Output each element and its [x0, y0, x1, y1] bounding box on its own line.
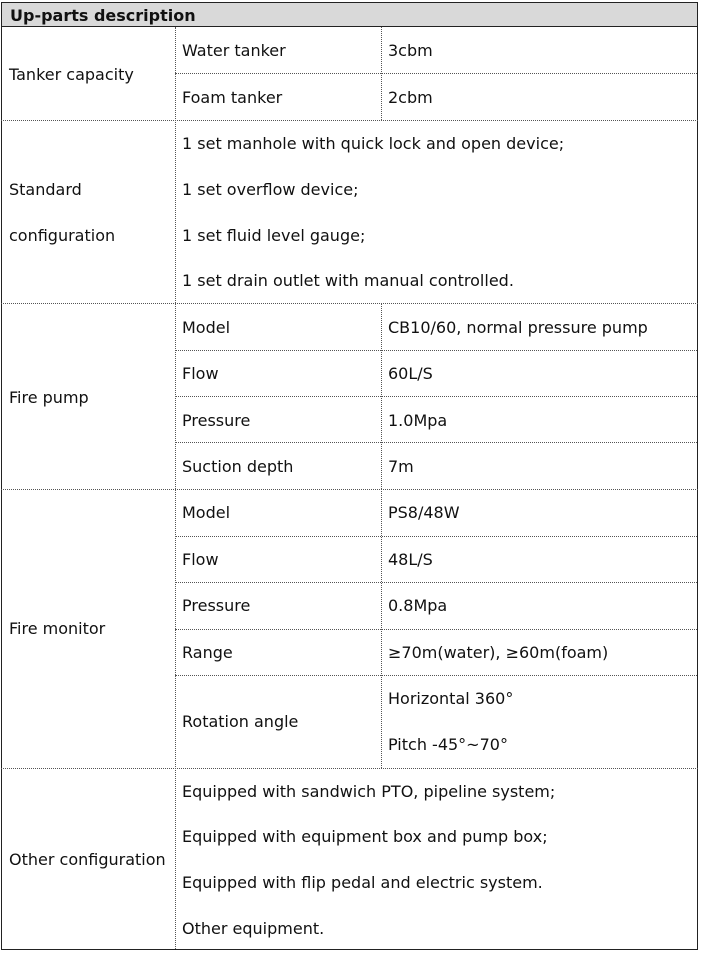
pump-suction-label: Suction depth — [182, 457, 294, 476]
section-divider — [1, 303, 698, 304]
row-divider — [175, 629, 697, 630]
pump-suction-value: 7m — [388, 457, 414, 476]
pump-model-value: CB10/60, normal pressure pump — [388, 318, 648, 337]
other-config-item: Equipped with flip pedal and electric system. — [182, 873, 543, 892]
monitor-rotation-horizontal: Horizontal 360° — [388, 689, 514, 708]
pump-flow-value: 60L/S — [388, 364, 433, 383]
row-divider — [175, 442, 697, 443]
monitor-flow-value: 48L/S — [388, 550, 433, 569]
section-divider — [1, 489, 698, 490]
table-header — [1, 2, 698, 27]
standard-config-item: 1 set manhole with quick lock and open device; — [182, 134, 565, 153]
section-divider — [1, 768, 698, 769]
monitor-model-value: PS8/48W — [388, 503, 460, 522]
standard-config-item: 1 set fluid level gauge; — [182, 226, 366, 245]
water-tanker-label: Water tanker — [182, 41, 286, 60]
monitor-rotation-pitch: Pitch -45°~70° — [388, 735, 508, 754]
monitor-pressure-label: Pressure — [182, 596, 251, 615]
row-divider — [175, 396, 697, 397]
row-divider — [175, 675, 697, 676]
standard-config-label-line2: configuration — [9, 226, 116, 245]
monitor-model-label: Model — [182, 503, 231, 522]
monitor-flow-label: Flow — [182, 550, 219, 569]
standard-config-item: 1 set drain outlet with manual controlled. — [182, 271, 514, 290]
standard-config-label-line1: Standard — [9, 180, 82, 199]
monitor-pressure-value: 0.8Mpa — [388, 596, 448, 615]
pump-model-label: Model — [182, 318, 231, 337]
row-divider — [175, 536, 697, 537]
row-divider — [175, 350, 697, 351]
monitor-range-label: Range — [182, 643, 233, 662]
foam-tanker-value: 2cbm — [388, 88, 433, 107]
water-tanker-value: 3cbm — [388, 41, 433, 60]
tanker-capacity-label: Tanker capacity — [9, 65, 134, 84]
outer-bottom-border — [1, 949, 698, 950]
other-config-item: Equipped with equipment box and pump box; — [182, 827, 548, 846]
pump-pressure-value: 1.0Mpa — [388, 411, 448, 430]
foam-tanker-label: Foam tanker — [182, 88, 283, 107]
label-column-divider — [175, 27, 176, 949]
monitor-rotation-label: Rotation angle — [182, 712, 299, 731]
fire-pump-label: Fire pump — [9, 388, 89, 407]
table-title: Up-parts description — [10, 6, 196, 25]
row-divider — [175, 582, 697, 583]
pump-pressure-label: Pressure — [182, 411, 251, 430]
other-config-label: Other configuration — [9, 850, 166, 869]
other-config-item: Equipped with sandwich PTO, pipeline system; — [182, 782, 556, 801]
standard-config-item: 1 set overflow device; — [182, 180, 359, 199]
fire-monitor-label: Fire monitor — [9, 619, 106, 638]
monitor-range-value: ≥70m(water), ≥60m(foam) — [388, 643, 609, 662]
section-divider — [1, 120, 698, 121]
other-config-item: Other equipment. — [182, 919, 325, 938]
row-divider — [175, 73, 697, 74]
up-parts-table — [1, 2, 698, 950]
pump-flow-label: Flow — [182, 364, 219, 383]
